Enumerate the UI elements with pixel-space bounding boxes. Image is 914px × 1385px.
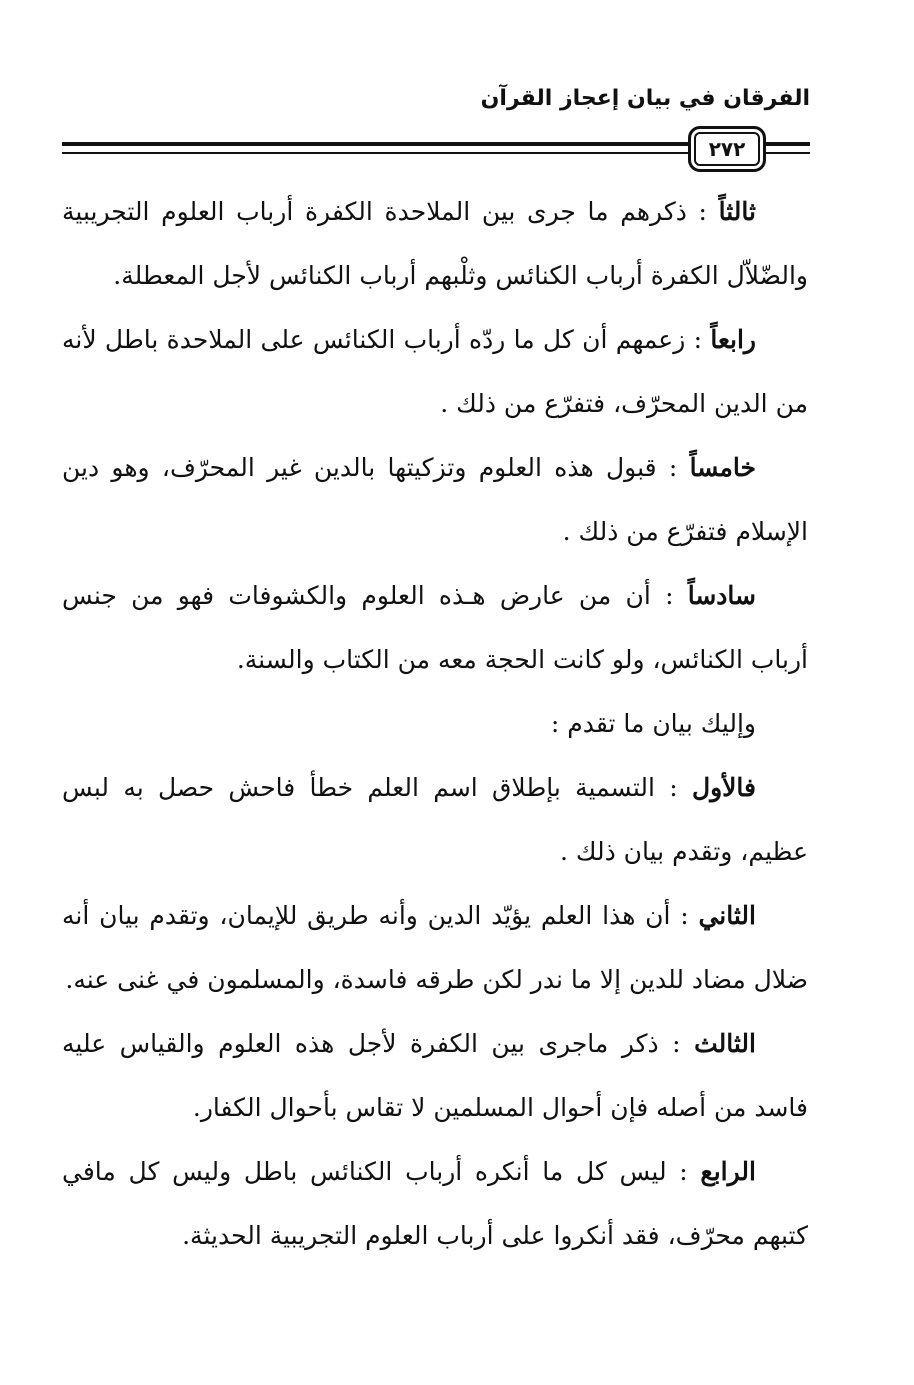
page-number-badge (688, 126, 766, 172)
paragraph-label: فالأول (691, 773, 756, 802)
paragraph-text: : أن من عارض هـذه العلوم والكشوفات فهو من جنس أرباب الكنائس، ولو كانت الحجة معه من الكتاب والسنة. (62, 581, 808, 674)
paragraph-4 (62, 564, 808, 692)
paragraph-7 (62, 884, 808, 1012)
paragraph-text: : ذكرهم ما جرى بين الملاحدة الكفرة أرباب العلوم التجريبية والضّلاّل الكفرة أرباب الكنائس وثلْبهم أرباب الكنائس لأجل المعطلة. (62, 197, 808, 290)
paragraph-text: : قبول هذه العلوم وتزكيتها بالدين غير المحرّف، وهو دين الإسلام فتفرّع من ذلك . (62, 453, 808, 546)
paragraph-text: : زعمهم أن كل ما ردّه أرباب الكنائس على الملاحدة باطل لأنه من الدين المحرّف، فتفرّع من ذلك . (62, 325, 808, 418)
paragraph-label: رابعاً (710, 325, 756, 354)
paragraph-8 (62, 1012, 808, 1140)
paragraph-label: الثالث (694, 1029, 756, 1058)
body-text (62, 180, 808, 1268)
paragraph-1 (62, 180, 808, 308)
paragraph-label: الثاني (698, 901, 756, 930)
page-number: ٢٧٢ (708, 137, 746, 161)
paragraph-2 (62, 308, 808, 436)
paragraph-label: خامساً (689, 453, 756, 482)
paragraph-6 (62, 756, 808, 884)
paragraph-text: : التسمية بإطلاق اسم العلم خطأ فاحش حصل به لبس عظيم، وتقدم بيان ذلك . (62, 773, 808, 866)
paragraph-5 (62, 692, 808, 756)
paragraph-text: : أن هذا العلم يؤيّد الدين وأنه طريق للإيمان، وتقدم بيان أنه ضلال مضاد للدين إلا ما ندر لكن طرقه فاسدة، والمسلمون في غنى عنه. (62, 901, 808, 994)
paragraph-3 (62, 436, 808, 564)
paragraph-text: وإليك بيان ما تقدم : (550, 709, 756, 738)
paragraph-text: : ذكر ماجرى بين الكفرة لأجل هذه العلوم والقياس عليه فاسد من أصله فإن أحوال المسلمين لا تقاس بأحوال الكفار. (62, 1029, 808, 1122)
paragraph-text: : ليس كل ما أنكره أرباب الكنائس باطل وليس كل مافي كتبهم محرّف، فقد أنكروا على أرباب العلوم التجريبية الحديثة. (62, 1157, 808, 1250)
paragraph-9 (62, 1140, 808, 1268)
paragraph-label: الرابع (700, 1157, 756, 1186)
running-title: الفرقان في بيان إعجاز القرآن (480, 86, 810, 111)
paragraph-label: ثالثاً (718, 197, 756, 226)
paragraph-label: سادساً (687, 581, 756, 610)
